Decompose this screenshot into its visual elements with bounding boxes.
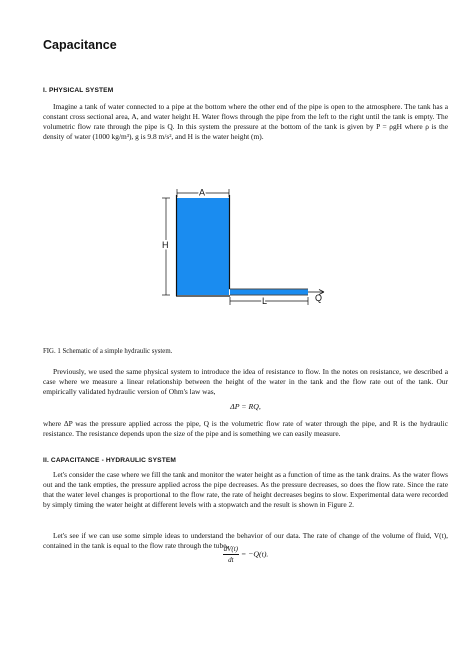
label-q: Q — [315, 293, 323, 303]
label-l: L — [262, 296, 268, 306]
label-a: A — [199, 187, 206, 198]
paragraph-resistance: Previously, we used the same physical system to introduce the idea of resistance to flow. In the notes on resistance, we described a case where we measure a linear relationship between the height of the water in the tank and the flow rate out of the tank. Our empirically validated hydraulic version of Ohm's law was, — [43, 367, 448, 396]
equation-volume-derivative — [43, 544, 448, 568]
derivative-fraction — [223, 544, 239, 565]
fraction-numerator: dV(t) — [223, 545, 238, 553]
pipe-water — [230, 290, 308, 295]
section-heading-capacitance: II. CAPACITANCE - HYDRAULIC SYSTEM — [43, 457, 177, 464]
tank-water — [177, 198, 229, 295]
paragraph-volume-rate: Let's see if we can use some simple ideas to understand the behavior of our data. The rate of change of the volume of fluid, V(t), contained in the tank is equal to the flow rate through the tube, — [43, 531, 448, 550]
fraction-denominator: dt — [228, 556, 234, 564]
hydraulic-system-figure — [150, 185, 340, 310]
label-h: H — [162, 240, 169, 250]
paragraph-tank-drain: Let's consider the case where we fill the tank and monitor the water height as a function of time as the tank drains. As the water flows out and the tank empties, the pressure applied across the pipe decreases. As the pressure decreases, so does the flow rate. Since the rate that the water level changes is proportional to the flow rate, the rate of height decreases begins to slow. Experimental data were recorded by simply timing the water height at different levels with a stopwatch and the result is shown in Figure 2. — [43, 470, 448, 509]
figure-caption: FIG. 1 Schematic of a simple hydraulic system. — [43, 348, 173, 355]
equation-rhs: = −Q(t). — [240, 549, 269, 559]
section-heading-physical-system: I. PHYSICAL SYSTEM — [43, 87, 114, 94]
equation-ohms-law: ΔP = RQ, — [230, 402, 261, 411]
page-title: Capacitance — [43, 38, 117, 52]
paragraph-physical-system: Imagine a tank of water connected to a pipe at the bottom where the other end of the pipe is open to the atmosphere. The tank has a constant cross sectional area, A, and water height H. Water flows through the pipe from the left to the right until the tank is empty. The volumetric flow rate through the pipe is Q. In this system the pressure at the bottom of the tank is given by P = ρgH where ρ is the density of water (1000 kg/m³), g is 9.8 m/s², and H is the water height (m). — [43, 102, 448, 141]
paragraph-resistance-definition: where ΔP was the pressure applied across the pipe, Q is the volumetric flow rate of water through the pipe, and R is the hydraulic resistance. The resistance depends upon the size of the pipe and is something we can easily measure. — [43, 419, 448, 438]
